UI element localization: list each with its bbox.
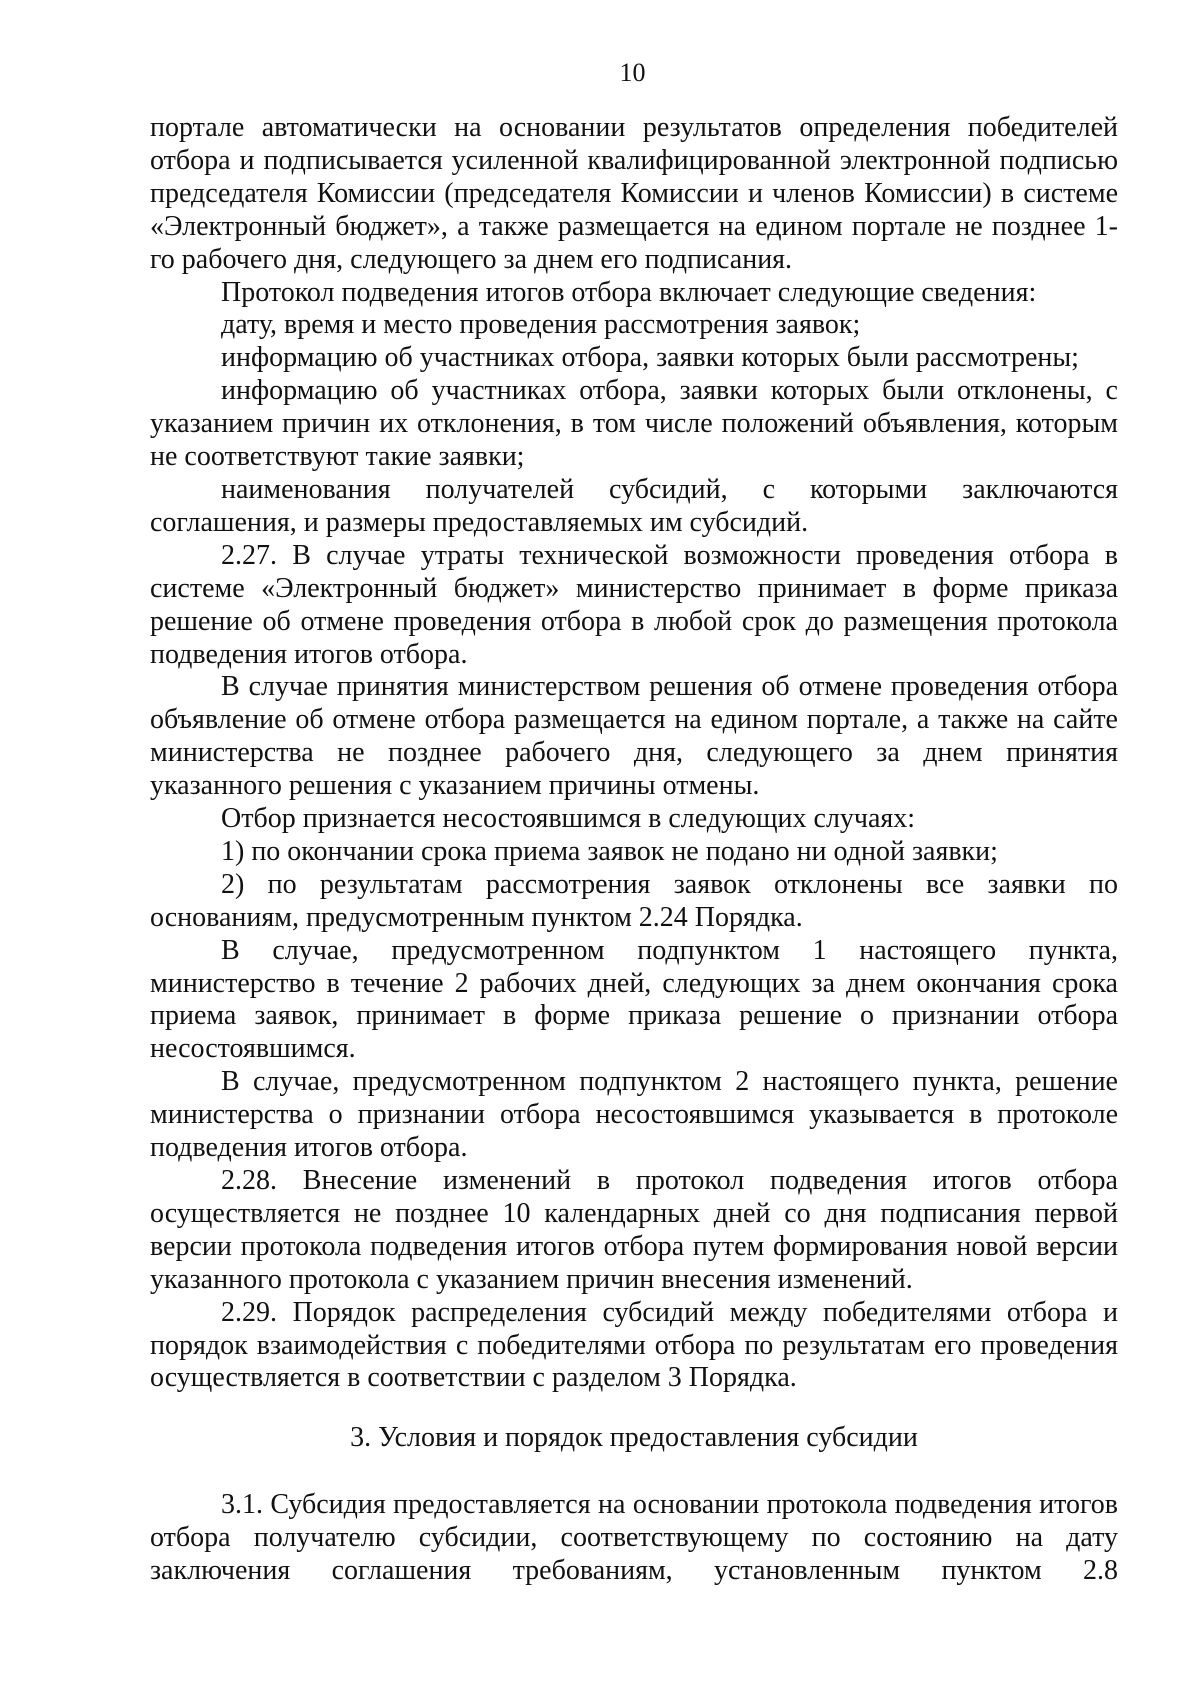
section-body <box>150 1489 1118 1588</box>
paragraph-2-29: 2.29. Порядок распределения субсидий между победителями отбора и порядок взаимодействия с победителями отбора по результатам его проведения осуществляется в соответствии с разделом 3 Порядка. <box>150 1296 1118 1394</box>
paragraph-list-item: дату, время и место проведения рассмотрения заявок; <box>221 309 861 341</box>
paragraph-list-item: 1) по окончании срока приема заявок не подано ни одной заявки; <box>221 835 998 867</box>
paragraph-cancellation-notice: В случае принятия министерством решения об отмене проведения отбора объявление об отмене отбора размещается на едином портале, а также на сайте министерства не позднее рабочего дня, следующего за днем принятия указанного решения с указанием причины отмены. <box>150 671 1118 802</box>
page-number: 10 <box>619 58 646 87</box>
document-body <box>150 112 1118 1395</box>
paragraph-subpoint-1-case: В случае, предусмотренном подпунктом 1 настоящего пункта, министерство в течение 2 рабочих дней, следующих за днем окончания срока приема заявок, принимает в форме приказа решение о признании отбора несостоявшимся. <box>150 934 1118 1065</box>
section-heading: 3. Условия и порядок предоставления субсидии <box>350 1422 918 1453</box>
paragraph-failed-selection: Отбор признается несостоявшимся в следующих случаях: <box>221 803 916 835</box>
paragraph-subpoint-2-case: В случае, предусмотренном подпунктом 2 настоящего пункта, решение министерства о признании отбора несостоявшимся указывается в протоколе подведения итогов отбора. <box>150 1066 1118 1164</box>
paragraph-2-28: 2.28. Внесение изменений в протокол подведения итогов отбора осуществляется не позднее 10 календарных дней со дня подписания первой версии протокола подведения итогов отбора путем формирования новой версии указанного протокола с указанием причин внесения изменений. <box>150 1165 1118 1295</box>
paragraph-protocol-contents: Протокол подведения итогов отбора включает следующие сведения: <box>221 276 1037 308</box>
paragraph-list-item: 2) по результатам рассмотрения заявок отклонены все заявки по основаниям, предусмотренным пунктом 2.24 Порядка. <box>150 868 1118 933</box>
paragraph-list-item: наименования получателей субсидий, с которыми заключаются соглашения, и размеры предоставляемых им субсидий. <box>150 473 1118 538</box>
paragraph-continuation: портале автоматически на основании результатов определения победителей отбора и подписывается усиленной квалифицированной электронной подписью председателя Комиссии (председателя Комиссии и членов Комиссии) в системе «Электронный бюджет», а также размещается на едином портале не позднее 1-го рабочего дня, следующего за днем его подписания. <box>150 112 1118 275</box>
paragraph-2-27: 2.27. В случае утраты технической возможности проведения отбора в системе «Электронный бюджет» министерство принимает в форме приказа решение об отмене проведения отбора в любой срок до размещения протокола подведения итогов отбора. <box>150 539 1118 670</box>
paragraph-list-item: информацию об участниках отбора, заявки которых были отклонены, с указанием причин их отклонения, в том числе положений объявления, которым не соответствуют такие заявки; <box>150 375 1118 473</box>
paragraph-list-item: информацию об участниках отбора, заявки которых были рассмотрены; <box>221 342 1079 374</box>
paragraph-3-1: 3.1. Субсидия предоставляется на основании протокола подведения итогов отбора получателю субсидии, соответствующему по состоянию на дату заключения соглашения требованиям, установленным пунктом 2.8 <box>150 1489 1118 1586</box>
